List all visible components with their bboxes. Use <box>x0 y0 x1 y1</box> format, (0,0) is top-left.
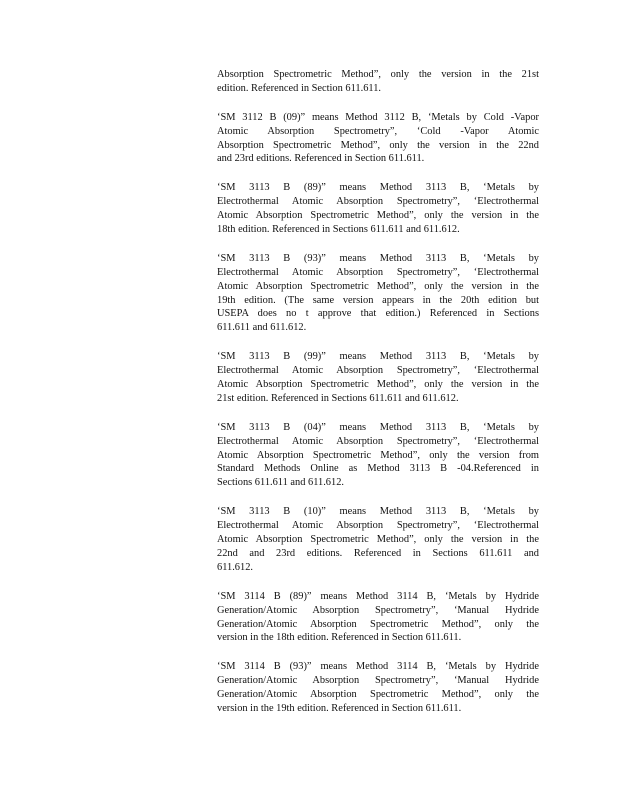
text-line: Sections 611.611 and 611.612. <box>217 477 344 489</box>
text-line: Atomic Absorption Spectrometry”, ‘Cold -Vapor Atomic <box>217 125 539 137</box>
text-line: ‘SM 3114 B (89)” means Method 3114 B, ‘Metals by Hydride <box>217 590 539 602</box>
paragraph-sm-3113-b-04 <box>217 421 539 490</box>
text-line: Atomic Absorption Spectrometric Method”, only the version from <box>217 449 539 461</box>
text-line: Electrothermal Atomic Absorption Spectrometry”, ‘Electrothermal <box>217 520 539 532</box>
paragraph-sm-3111-b-continued <box>217 68 539 96</box>
text-line: and 23rd editions. Referenced in Section 611.611. <box>217 153 425 165</box>
text-line: Electrothermal Atomic Absorption Spectrometry”, ‘Electrothermal <box>217 196 539 208</box>
text-line: 19th edition. (The same version appears in the 20th edition but <box>217 294 539 306</box>
paragraph-sm-3112-b-09 <box>217 111 539 167</box>
text-line: 18th edition. Referenced in Sections 611.611 and 611.612. <box>217 224 460 236</box>
text-line: 22nd and 23rd editions. Referenced in Sections 611.611 and <box>217 547 539 559</box>
text-line: Electrothermal Atomic Absorption Spectrometry”, ‘Electrothermal <box>217 365 539 377</box>
text-line: Generation/Atomic Absorption Spectrometry”, ‘Manual Hydride <box>217 675 539 687</box>
text-line: USEPA does no t approve that edition.) Referenced in Sections <box>217 308 539 320</box>
text-line: Electrothermal Atomic Absorption Spectrometry”, ‘Electrothermal <box>217 435 539 447</box>
text-line: 611.612. <box>217 561 253 573</box>
text-line: version in the 19th edition. Referenced in Section 611.611. <box>217 702 462 714</box>
paragraph-sm-3114-b-89 <box>217 590 539 646</box>
text-line: Atomic Absorption Spectrometric Method”, only the version in the <box>217 379 539 391</box>
paragraph-sm-3114-b-93 <box>217 660 539 716</box>
text-line: ‘SM 3113 B (89)” means Method 3113 B, ‘Metals by <box>217 182 539 194</box>
text-line: Generation/Atomic Absorption Spectrometric Method”, only the <box>217 618 539 630</box>
text-line: ‘SM 3113 B (04)” means Method 3113 B, ‘Metals by <box>217 421 539 433</box>
text-line: Electrothermal Atomic Absorption Spectrometry”, ‘Electrothermal <box>217 266 539 278</box>
text-line: Generation/Atomic Absorption Spectrometry”, ‘Manual Hydride <box>217 604 539 616</box>
text-line: Atomic Absorption Spectrometric Method”, only the version in the <box>217 534 539 546</box>
text-line: version in the 18th edition. Referenced in Section 611.611. <box>217 632 462 644</box>
paragraph-sm-3113-b-93 <box>217 252 539 335</box>
text-line: Generation/Atomic Absorption Spectrometric Method”, only the <box>217 689 539 701</box>
text-line: ‘SM 3113 B (10)” means Method 3113 B, ‘Metals by <box>217 506 539 518</box>
paragraph-sm-3113-b-10 <box>217 505 539 574</box>
text-line: Atomic Absorption Spectrometric Method”, only the version in the <box>217 210 539 222</box>
text-line: Absorption Spectrometric Method”, only the version in the 21st <box>217 69 539 80</box>
text-line: Atomic Absorption Spectrometric Method”, only the version in the <box>217 280 539 292</box>
paragraph-sm-3113-b-99 <box>217 350 539 406</box>
paragraph-sm-3113-b-89 <box>217 181 539 237</box>
text-line: Standard Methods Online as Method 3113 B -04.Referenced in <box>217 463 539 475</box>
text-line: ‘SM 3114 B (93)” means Method 3114 B, ‘Metals by Hydride <box>217 661 539 673</box>
text-line: 21st edition. Referenced in Sections 611.611 and 611.612. <box>217 392 459 404</box>
text-line: Absorption Spectrometric Method”, only the version in the 22nd <box>217 139 539 151</box>
text-line: ‘SM 3112 B (09)” means Method 3112 B, ‘Metals by Cold -Vapor <box>217 111 539 123</box>
text-line: edition. Referenced in Section 611.611. <box>217 82 381 94</box>
text-line: ‘SM 3113 B (99)” means Method 3113 B, ‘Metals by <box>217 351 539 363</box>
document-page <box>217 68 539 731</box>
text-line: 611.611 and 611.612. <box>217 322 307 334</box>
text-line: ‘SM 3113 B (93)” means Method 3113 B, ‘Metals by <box>217 252 539 264</box>
